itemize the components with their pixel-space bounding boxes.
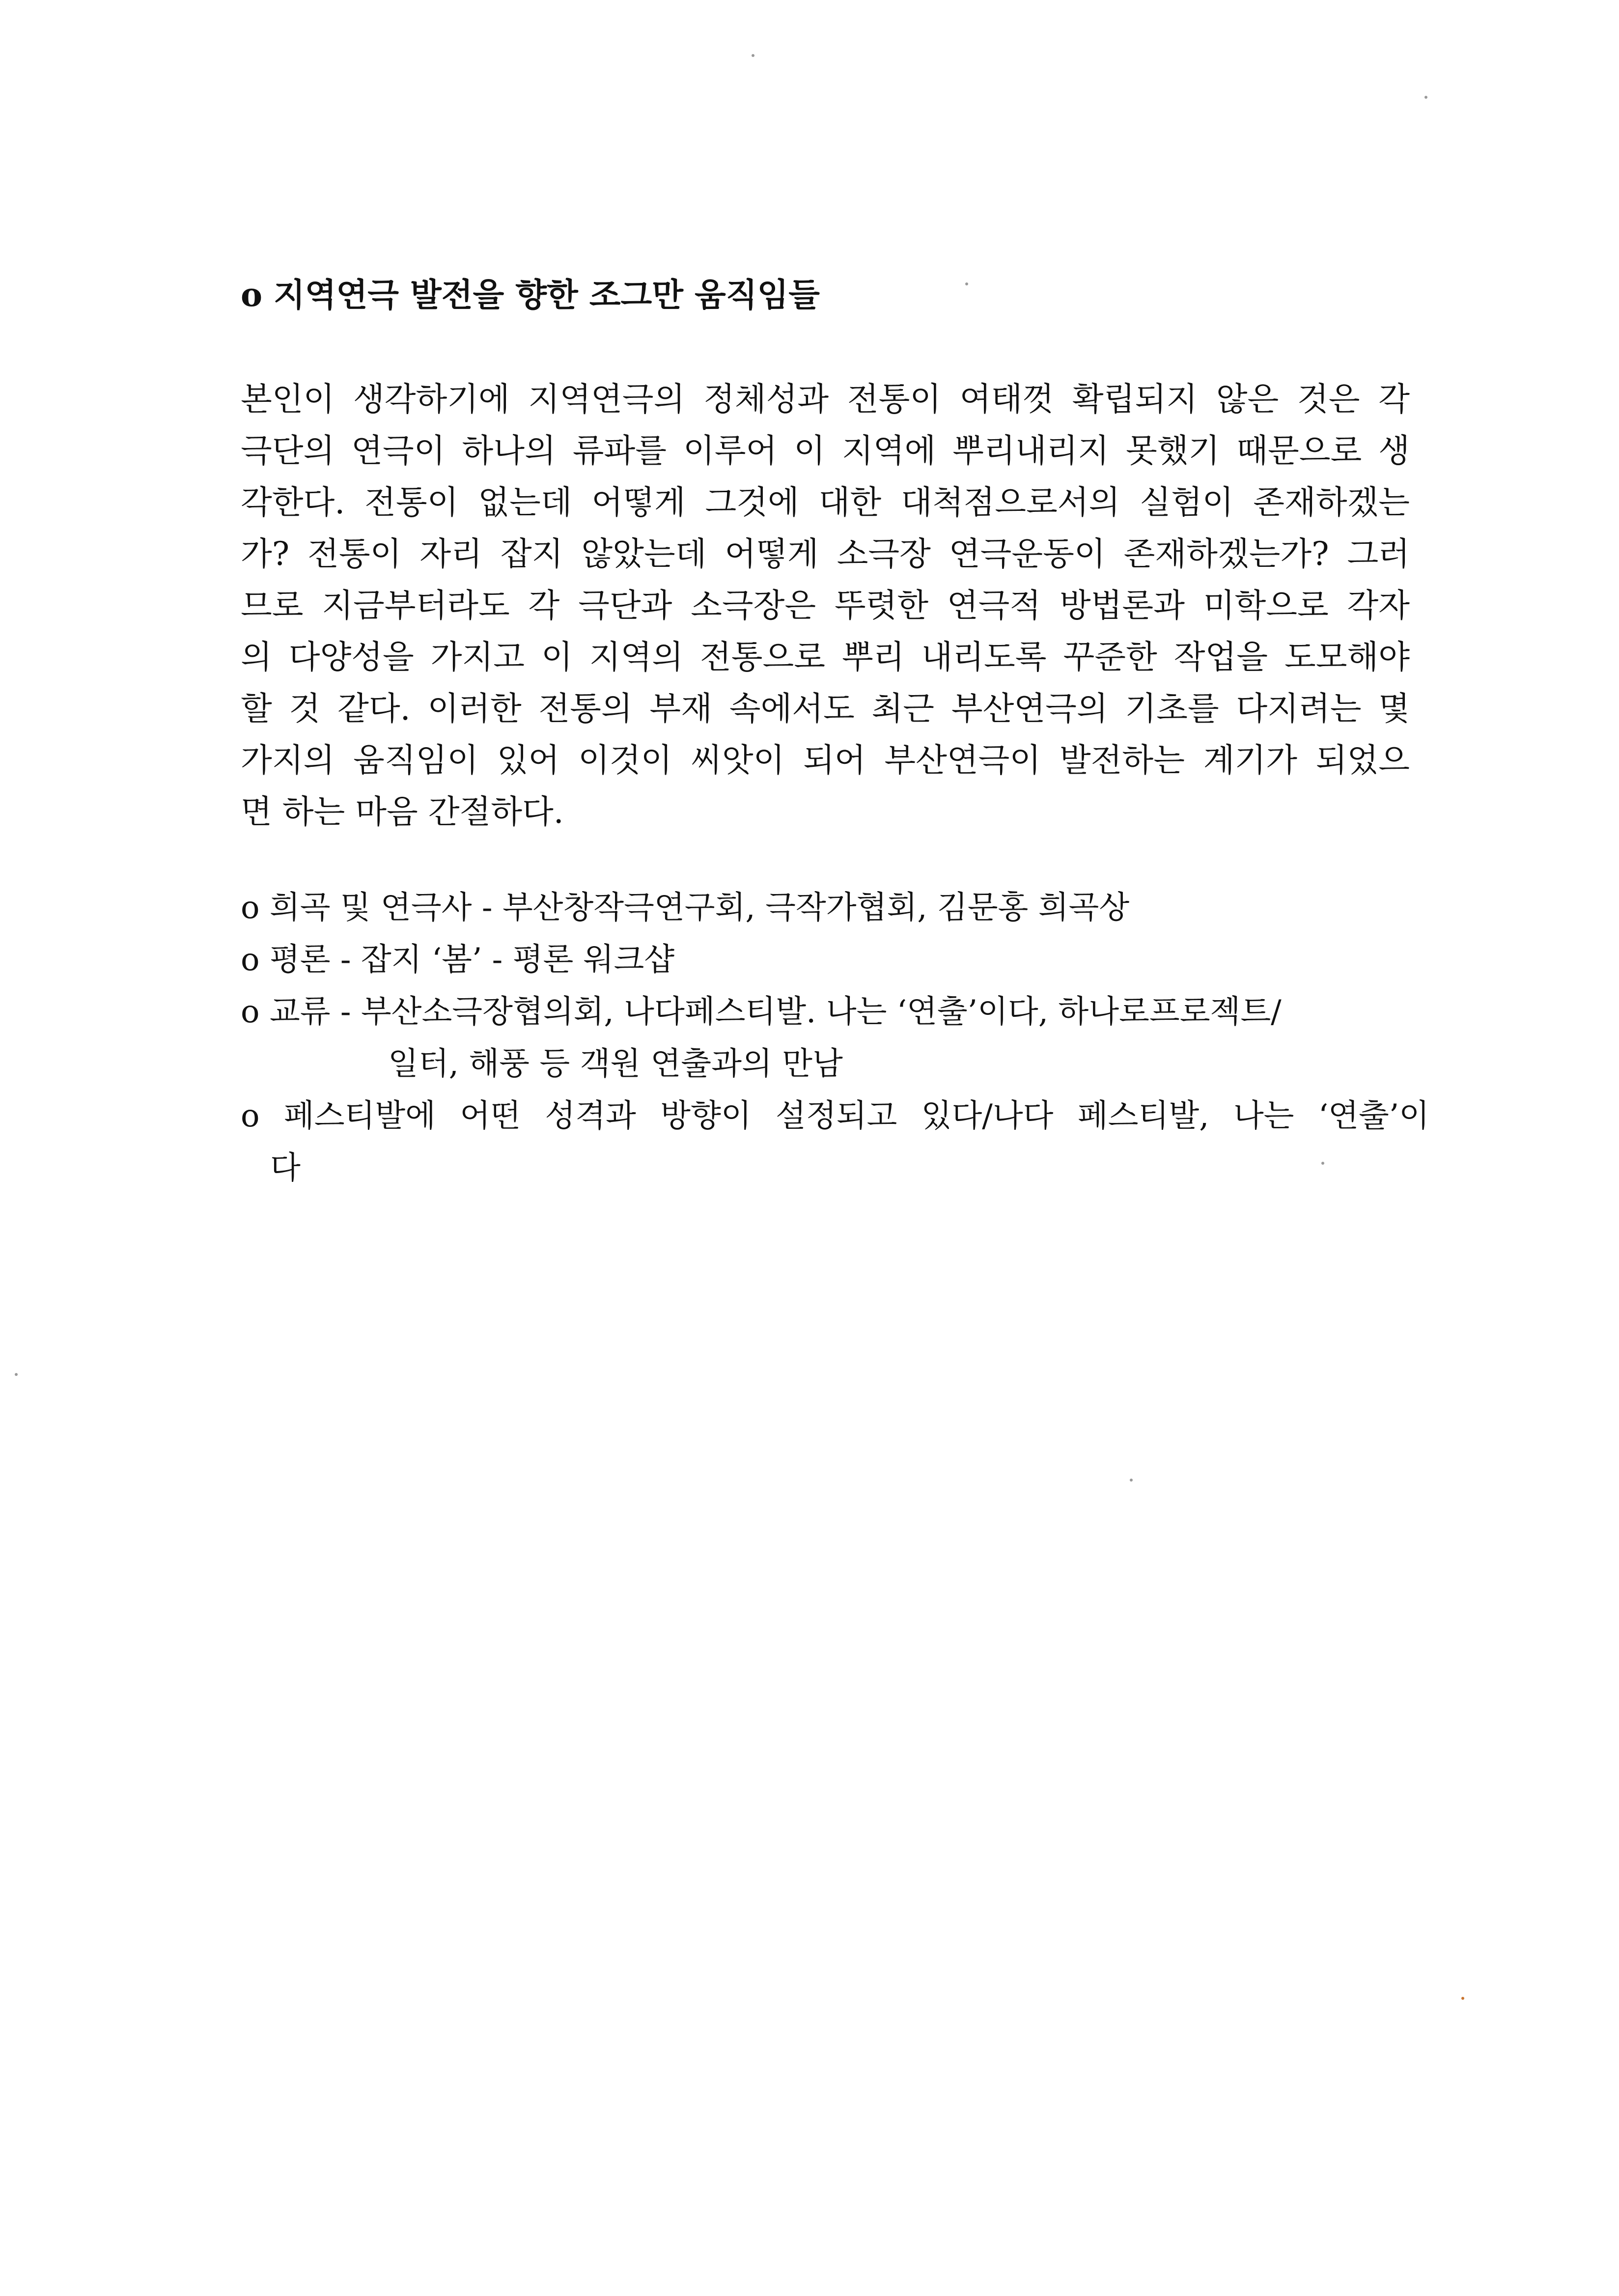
section-heading: o 지역연극 발전을 향한 조그만 움직임들: [241, 276, 820, 314]
paragraph-line: 므로 지금부터라도 각 극단과 소극장은 뚜렷한 연극적 방법론과 미학으로 각자: [241, 587, 1410, 624]
activity-list: [241, 882, 1429, 1194]
scan-speck: [752, 54, 754, 57]
scan-speck: [1461, 1997, 1464, 2000]
paragraph-line: 할 것 같다. 이러한 전통의 부재 속에서도 최근 부산연극의 기초를 다지려는 몇: [241, 690, 1410, 728]
list-item-festival-continued: 다: [270, 1150, 301, 1186]
paragraph-line: 본인이 생각하기에 지역연극의 정체성과 전통이 여태껏 확립되지 않은 것은 각: [241, 380, 1410, 418]
scan-speck: [1321, 1162, 1324, 1165]
paragraph-line: 가지의 움직임이 있어 이것이 씨앗이 되어 부산연극이 발전하는 계기가 되었으: [241, 741, 1410, 779]
scan-speck: [1424, 96, 1427, 99]
scan-speck: [15, 1373, 18, 1376]
paragraph-line: 의 다양성을 가지고 이 지역의 전통으로 뿌리 내리도록 꾸준한 작업을 도모해야: [241, 638, 1410, 676]
paragraph-line: 면 하는 마음 간절하다.: [241, 793, 564, 831]
paragraph-line: 각한다. 전통이 없는데 어떻게 그것에 대한 대척점으로서의 실험이 존재하겠는: [241, 483, 1410, 521]
scan-speck: [1130, 1479, 1133, 1482]
list-item-playwriting: o 희곡 및 연극사 - 부산창작극연구회, 극작가협회, 김문홍 희곡상: [241, 890, 1130, 926]
paragraph-line: 극단의 연극이 하나의 류파를 이루어 이 지역에 뿌리내리지 못했기 때문으로 생: [241, 432, 1410, 470]
scan-speck: [965, 282, 968, 285]
list-item-criticism: o 평론 - 잡지 ‘봄’ - 평론 워크샵: [241, 942, 675, 978]
list-item-festival: o 페스티발에 어떤 성격과 방향이 설정되고 있다/나다 페스티발, 나는 ‘연출’이: [241, 1098, 1429, 1134]
list-item-exchange: o 교류 - 부산소극장협의회, 나다페스티발. 나는 ‘연출’이다, 하나로프로젝트/: [241, 994, 1282, 1030]
body-paragraph: [241, 373, 1410, 838]
paragraph-line: 가? 전통이 자리 잡지 않았는데 어떻게 소극장 연극운동이 존재하겠는가? 그러: [241, 535, 1410, 573]
list-item-exchange-continued: 일터, 해풍 등 객원 연출과의 만남: [388, 1046, 843, 1082]
